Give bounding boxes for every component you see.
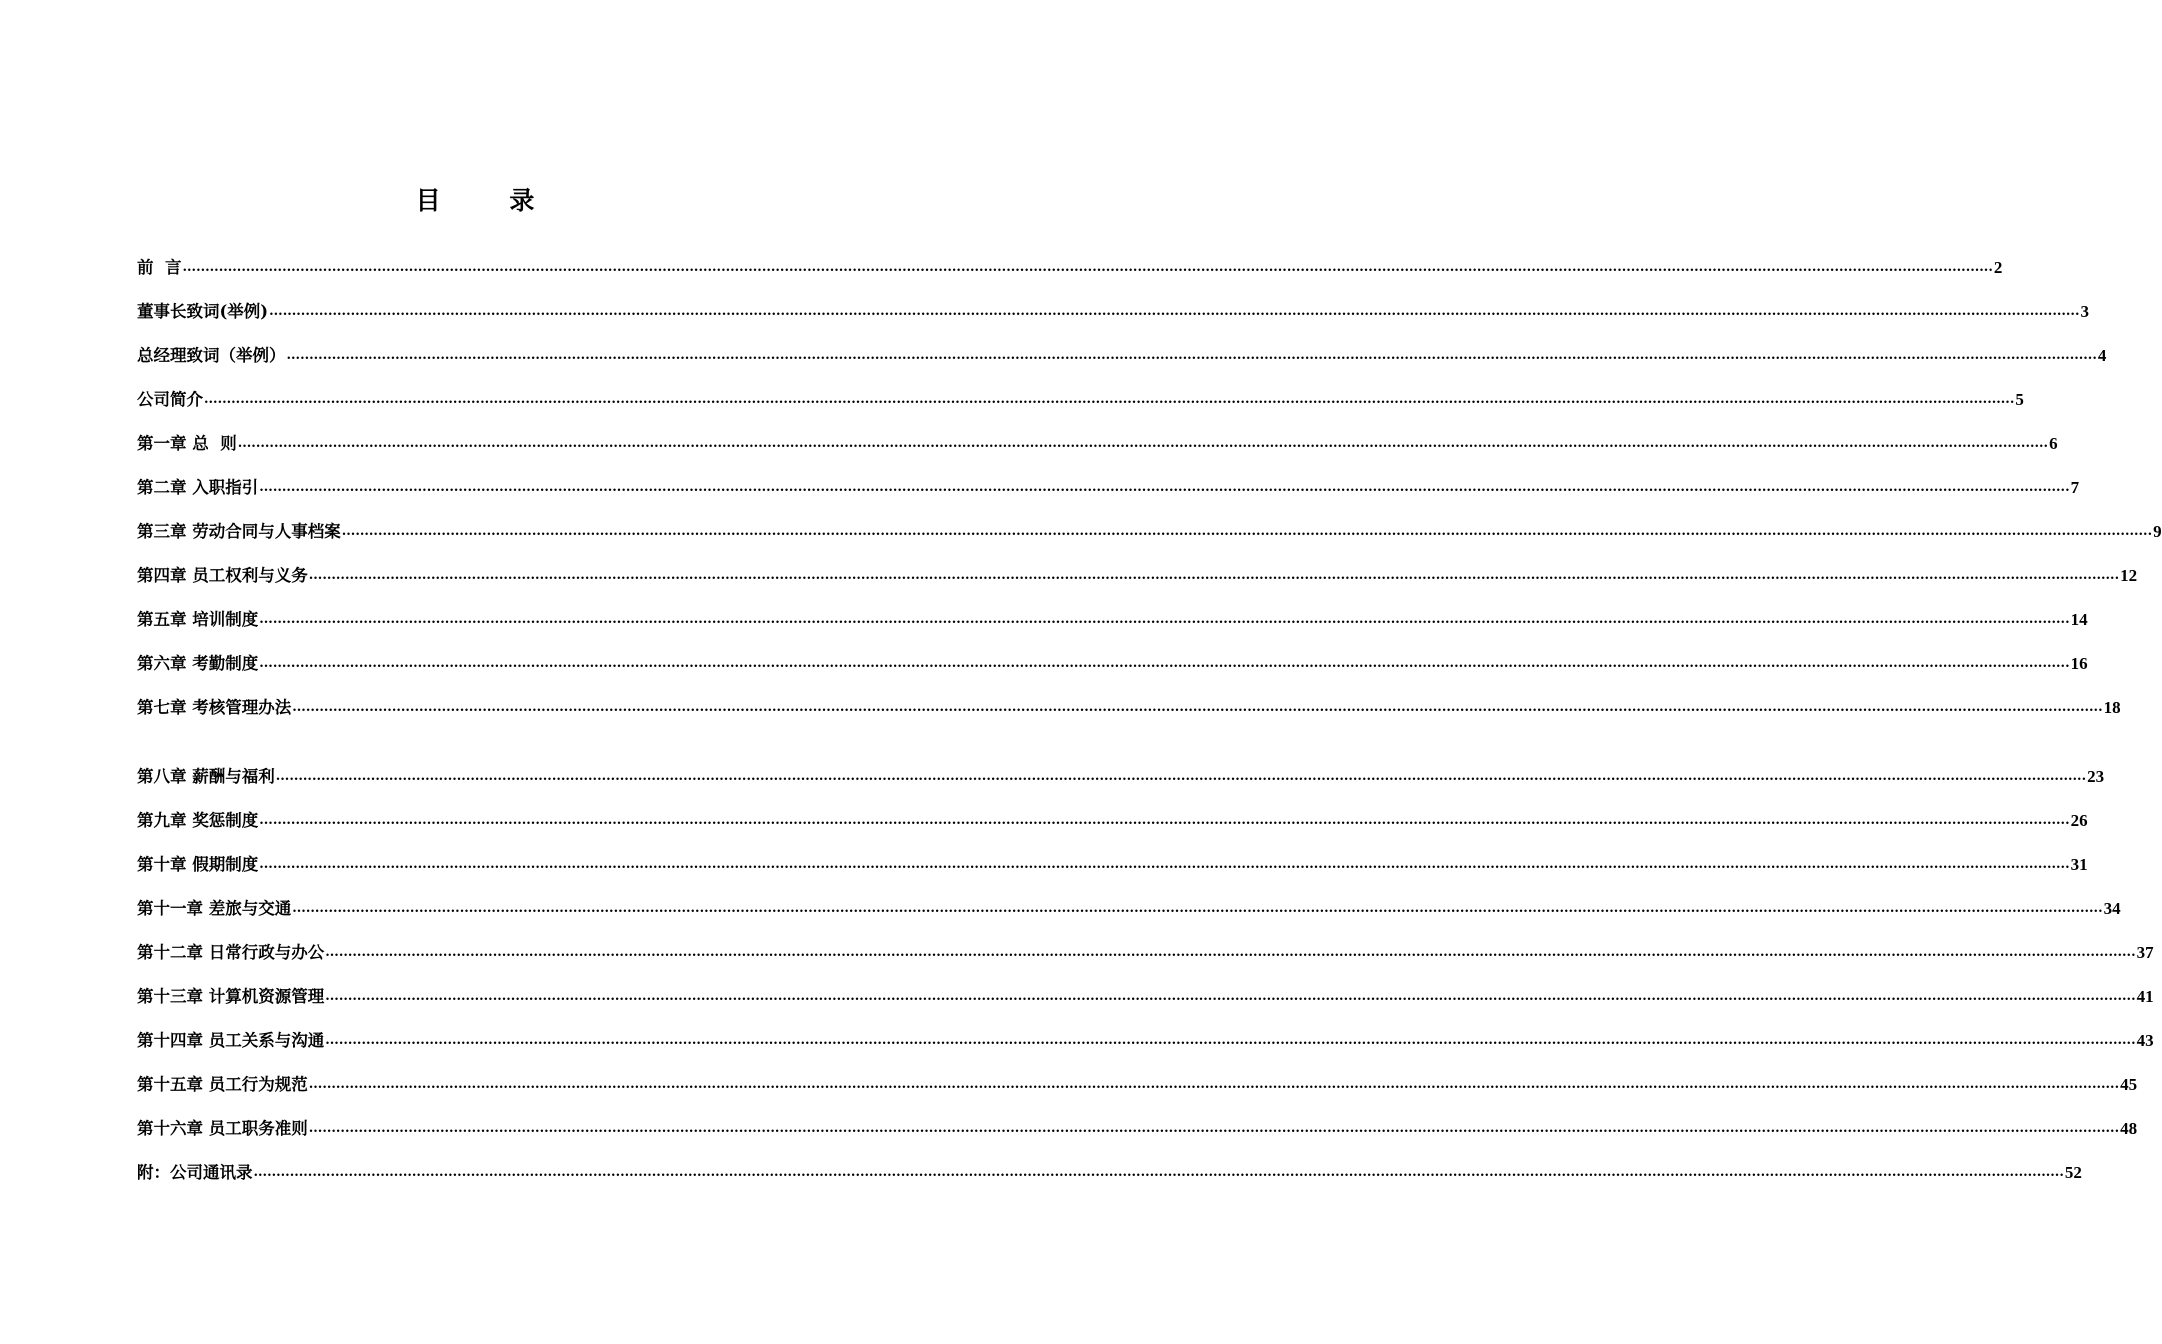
toc-entry-label: 第一章 总 则 [137, 434, 237, 453]
toc-entry-label: 第十一章 差旅与交通 [137, 899, 292, 918]
toc-entry-label: 第八章 薪酬与福利 [137, 767, 275, 786]
toc-entry-page: 37 [2136, 943, 2154, 962]
toc-entry-page: 48 [2120, 1119, 2138, 1138]
toc-entry-label: 公司简介 [137, 390, 203, 409]
toc-entry[interactable] [137, 607, 2088, 633]
toc-entry[interactable] [137, 387, 2024, 413]
toc-entry-page: 31 [2070, 855, 2088, 874]
toc-entry-page: 16 [2070, 654, 2088, 673]
toc-entry[interactable] [137, 896, 2121, 922]
toc-entry-label: 第二章 入职指引 [137, 478, 259, 497]
toc-entry[interactable] [137, 255, 2003, 281]
toc-leader-dots: ................................................................................................................................................................................................................................................................................................................................................................................................................ [308, 1121, 2120, 1136]
toc-entry-label: 第七章 考核管理办法 [137, 698, 292, 717]
toc-leader-dots: ................................................................................................................................................................................................................................................................................................................................................................................................................ [325, 945, 2136, 960]
toc-leader-dots: ................................................................................................................................................................................................................................................................................................................................................................................................................ [275, 769, 2087, 784]
toc-entry-label: 第十二章 日常行政与办公 [137, 943, 325, 962]
toc-entry[interactable] [137, 1072, 2138, 1098]
toc-leader-dots: ................................................................................................................................................................................................................................................................................................................................................................................................................ [292, 901, 2103, 916]
toc-leader-dots: ................................................................................................................................................................................................................................................................................................................................................................................................................ [308, 568, 2120, 583]
toc-entry-label: 总经理致词（举例） [137, 346, 286, 365]
toc-entry-label: 第十六章 员工职务准则 [137, 1119, 308, 1138]
toc-leader-dots: ................................................................................................................................................................................................................................................................................................................................................................................................................ [269, 304, 2080, 319]
toc-entry-label: 第十四章 员工关系与沟通 [137, 1031, 325, 1050]
toc-entry-label: 前 言 [137, 258, 182, 277]
toc-entry[interactable] [137, 475, 2080, 501]
toc-leader-dots: ................................................................................................................................................................................................................................................................................................................................................................................................................ [259, 813, 2070, 828]
toc-entry-label: 第四章 员工权利与义务 [137, 566, 308, 585]
toc-entry-page: 3 [2080, 302, 2089, 321]
toc-entry-page: 26 [2070, 811, 2088, 830]
toc-entry-page: 43 [2136, 1031, 2154, 1050]
toc-entry[interactable] [137, 1160, 2082, 1186]
toc-leader-dots: ................................................................................................................................................................................................................................................................................................................................................................................................................ [292, 700, 2103, 715]
toc-leader-dots: ................................................................................................................................................................................................................................................................................................................................................................................................................ [182, 260, 1993, 275]
toc-entry-label: 第三章 劳动合同与人事档案 [137, 522, 341, 541]
toc-entry-page: 34 [2103, 899, 2121, 918]
toc-entry-page: 18 [2103, 698, 2121, 717]
toc-entry-page: 52 [2064, 1163, 2082, 1182]
toc-leader-dots: ................................................................................................................................................................................................................................................................................................................................................................................................................ [204, 392, 2015, 407]
toc-entry-label: 董事长致词(举例) [137, 302, 269, 321]
toc-entry-label: 第五章 培训制度 [137, 610, 259, 629]
toc-leader-dots: ................................................................................................................................................................................................................................................................................................................................................................................................................ [286, 348, 2097, 363]
toc-entry[interactable] [137, 808, 2088, 834]
toc-entry[interactable] [137, 299, 2089, 325]
toc-entry-label: 第十章 假期制度 [137, 855, 259, 874]
toc-entry[interactable] [137, 984, 2154, 1010]
toc-entry[interactable] [137, 940, 2154, 966]
toc-entry-label: 第六章 考勤制度 [137, 654, 259, 673]
toc-leader-dots: ................................................................................................................................................................................................................................................................................................................................................................................................................ [237, 436, 2049, 451]
toc-entry[interactable] [137, 852, 2088, 878]
toc-leader-dots: ................................................................................................................................................................................................................................................................................................................................................................................................................ [259, 612, 2070, 627]
page-title: 目 录 [415, 186, 565, 215]
toc-entry[interactable] [137, 651, 2088, 677]
toc-entry[interactable] [137, 1116, 2138, 1142]
toc-leader-dots: ................................................................................................................................................................................................................................................................................................................................................................................................................ [259, 480, 2070, 495]
toc-leader-dots: ................................................................................................................................................................................................................................................................................................................................................................................................................ [325, 1033, 2136, 1048]
toc-entry[interactable] [137, 695, 2121, 721]
toc-entry-page: 2 [1993, 258, 2003, 277]
toc-entry-label: 第十三章 计算机资源管理 [137, 987, 325, 1006]
toc-entry[interactable] [137, 343, 2107, 369]
toc-leader-dots: ................................................................................................................................................................................................................................................................................................................................................................................................................ [259, 656, 2070, 671]
toc-leader-dots: ................................................................................................................................................................................................................................................................................................................................................................................................................ [259, 857, 2070, 872]
toc-leader-dots: ................................................................................................................................................................................................................................................................................................................................................................................................................ [341, 524, 2153, 539]
toc-entry-page: 12 [2120, 566, 2138, 585]
toc-entry-label: 第九章 奖惩制度 [137, 811, 259, 830]
toc-entry-page: 45 [2120, 1075, 2138, 1094]
toc-entry-page: 9 [2153, 522, 2162, 541]
toc-leader-dots: ................................................................................................................................................................................................................................................................................................................................................................................................................ [325, 989, 2136, 1004]
toc-entry-page: 14 [2070, 610, 2088, 629]
toc-leader-dots: ................................................................................................................................................................................................................................................................................................................................................................................................................ [308, 1077, 2120, 1092]
toc-entry[interactable] [137, 519, 2162, 545]
toc-entry-page: 7 [2070, 478, 2080, 497]
toc-entry[interactable] [137, 563, 2138, 589]
toc-entry[interactable] [137, 431, 2058, 457]
toc-entry[interactable] [137, 1028, 2154, 1054]
toc-leader-dots: ................................................................................................................................................................................................................................................................................................................................................................................................................ [253, 1165, 2064, 1180]
toc-entry-page: 6 [2049, 434, 2058, 453]
toc-entry-label: 附：公司通讯录 [137, 1163, 253, 1182]
toc-entry-page: 41 [2136, 987, 2154, 1006]
toc-entry[interactable] [137, 764, 2105, 790]
toc-entry-page: 4 [2097, 346, 2107, 365]
toc-entry-label: 第十五章 员工行为规范 [137, 1075, 308, 1094]
toc-entry-page: 5 [2015, 390, 2024, 409]
toc-entry-page: 23 [2087, 767, 2105, 786]
